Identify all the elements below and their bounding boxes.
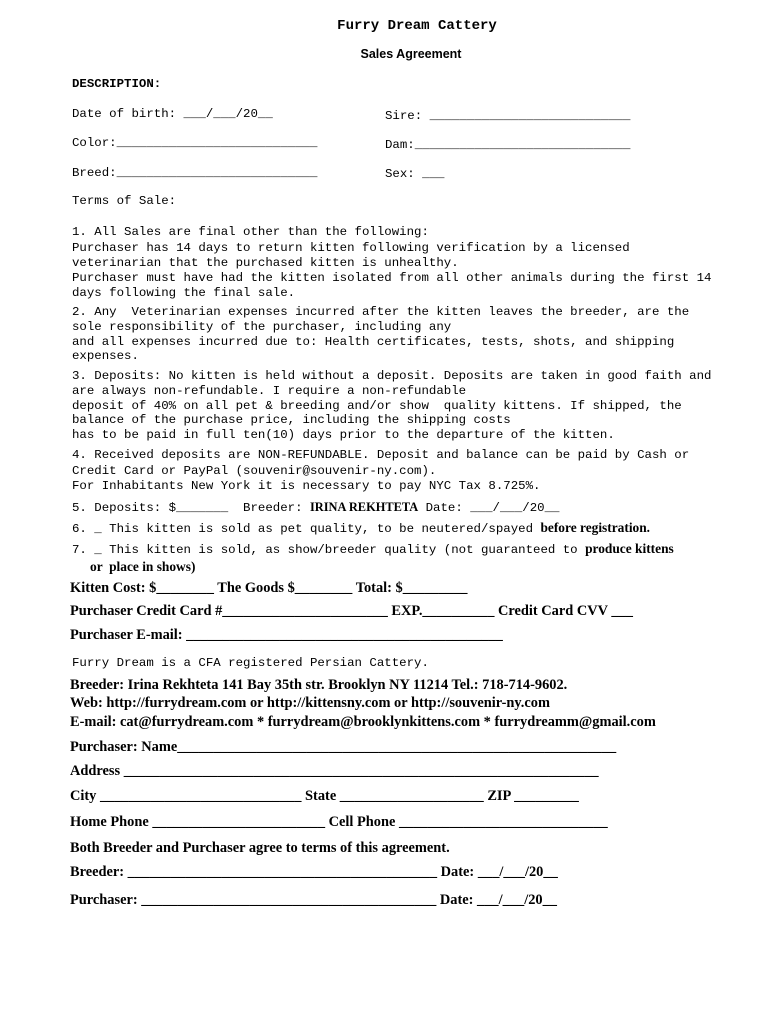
color-field: Color:___________________________ — [72, 136, 318, 150]
term-6-text: 6. _ This kitten is sold as pet quality, to be neutered/spayed — [72, 522, 541, 536]
web-line: Web: http://furrydream.com or http://kittensny.com or http://souvenir-ny.com — [70, 695, 550, 711]
sex-field: Sex: ___ — [385, 167, 445, 181]
term-6-pet-quality — [72, 521, 650, 537]
purchaser-name-line: Purchaser: Name_____________________________________________________________ — [70, 739, 617, 755]
term-4-line: 4. Received deposits are NON-REFUNDABLE. Deposit and balance can be paid by Cash or — [72, 448, 690, 462]
term-5-deposits — [72, 500, 559, 516]
term-4-line: For Inhabitants New York it is necessary to pay NYC Tax 8.725%. — [72, 479, 541, 493]
term-3-line: 3. Deposits: No kitten is held without a deposit. Deposits are taken in good faith and — [72, 369, 712, 383]
purchaser-address-line: Address __________________________________________________________________ — [70, 763, 599, 779]
term-4-line: Credit Card or PayPal (souvenir@souvenir-ny.com). — [72, 464, 437, 478]
dam-field: Dam:_____________________________ — [385, 138, 631, 152]
purchaser-email-line: Purchaser E-mail: ____________________________________________ — [70, 627, 503, 643]
term-3-line: deposit of 40% on all pet & breeding and/or show quality kittens. If shipped, the — [72, 399, 682, 413]
term-2-line: and all expenses incurred due to: Health certificates, tests, shots, and shipping — [72, 335, 675, 349]
term-5-prefix: 5. Deposits: $_______ Breeder: — [72, 501, 310, 515]
credit-card-line: Purchaser Credit Card #_______________________ EXP.__________ Credit Card CVV ___ — [70, 603, 633, 619]
city-state-zip-line: City ____________________________ State ____________________ ZIP _________ — [70, 788, 579, 804]
term-1-line: days following the final sale. — [72, 286, 296, 300]
sire-field: Sire: ___________________________ — [385, 109, 631, 123]
breeder-signature-line: Breeder: ___________________________________________ Date: ___/___/20__ — [70, 864, 558, 880]
term-3-line: has to be paid in full ten(10) days prior to the departure of the kitten. — [72, 428, 615, 442]
breeder-email-line: E-mail: cat@furrydream.com * furrydream@brooklynkittens.com * furrydreamm@gmail.com — [70, 714, 656, 730]
term-3-line: are always non-refundable. I require a non-refundable — [72, 384, 467, 398]
description-label: DESCRIPTION: — [72, 77, 162, 91]
term-5-date: Date: ___/___/20__ — [418, 501, 560, 515]
kitten-cost-line: Kitten Cost: $________ The Goods $________ Total: $_________ — [70, 580, 468, 596]
term-7-text: 7. _ This kitten is sold, as show/breeder quality (not guaranteed to — [72, 543, 586, 557]
terms-label: Terms of Sale: — [72, 194, 177, 208]
date-of-birth-field: Date of birth: ___/___/20__ — [72, 107, 273, 121]
breed-field: Breed:___________________________ — [72, 166, 318, 180]
term-2-line: sole responsibility of the purchaser, including any — [72, 320, 452, 334]
document-title: Furry Dream Cattery — [337, 18, 497, 34]
term-6-text-end: before registration. — [540, 520, 651, 535]
term-7-text-end: produce kittens — [585, 541, 674, 556]
term-7-line-2: or place in shows) — [90, 559, 196, 574]
term-1-line: Purchaser must have had the kitten isolated from all other animals during the first 14 — [72, 271, 712, 285]
term-3-line: balance of the purchase price, including the shipping costs — [72, 413, 511, 427]
phone-line: Home Phone ________________________ Cell Phone _____________________________ — [70, 814, 608, 830]
term-7-show-quality — [72, 542, 674, 558]
purchaser-signature-line: Purchaser: _________________________________________ Date: ___/___/20__ — [70, 892, 557, 908]
term-2-line: 2. Any Veterinarian expenses incurred after the kitten leaves the breeder, are the — [72, 305, 690, 319]
term-1-line: veterinarian that the purchased kitten is unhealthy. — [72, 256, 459, 270]
cfa-registration-text: Furry Dream is a CFA registered Persian Cattery. — [72, 656, 429, 670]
term-1-line: Purchaser has 14 days to return kitten following verification by a licensed — [72, 241, 630, 255]
term-5-breeder-name: IRINA REKHTETA — [309, 500, 419, 514]
term-1-heading: 1. All Sales are final other than the following: — [72, 225, 429, 239]
document-subtitle: Sales Agreement — [360, 47, 462, 61]
breeder-address-line: Breeder: Irina Rekhteta 141 Bay 35th str. Brooklyn NY 11214 Tel.: 718-714-9602. — [70, 677, 568, 693]
agreement-statement: Both Breeder and Purchaser agree to terms of this agreement. — [70, 840, 450, 856]
term-2-line: expenses. — [72, 349, 139, 363]
